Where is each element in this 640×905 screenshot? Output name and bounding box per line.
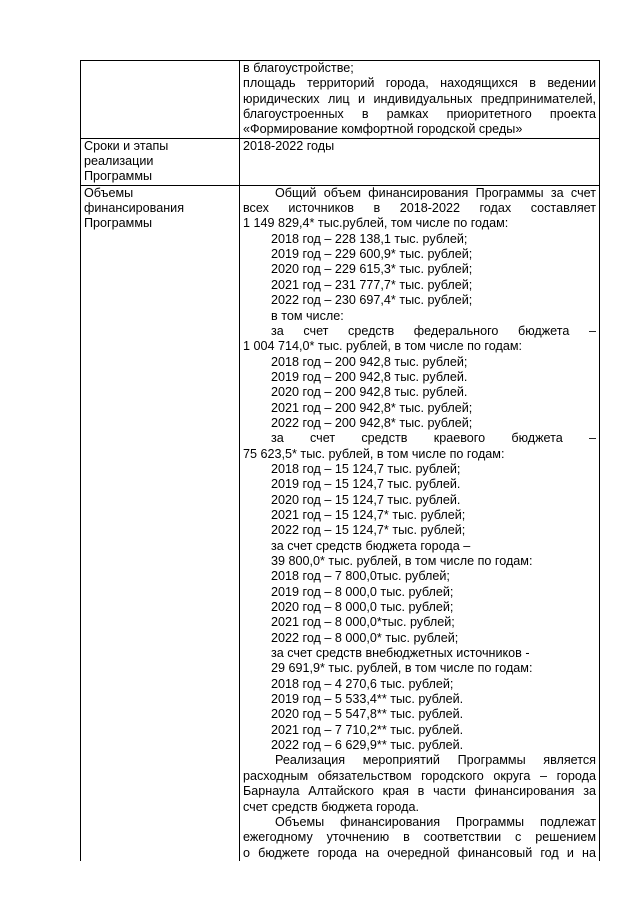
text-line: 2018 год – 7 800,0тыс. рублей; [271, 569, 450, 584]
row-value-cell [240, 138, 600, 185]
text-line: Реализация мероприятий Программы является [275, 753, 596, 768]
text-line: за счет средств краевого бюджета – [271, 431, 596, 446]
row-label-cell [81, 61, 240, 139]
label-line: Программы [84, 169, 153, 184]
text-line: ежегодному уточнению в соответствии с решением [243, 830, 596, 845]
text-line: 2018 год – 200 942,8 тыс. рублей; [271, 354, 468, 369]
term-value: 2018-2022 годы [243, 138, 335, 153]
row-label-cell [81, 185, 240, 861]
text-line: Объемы финансирования Программы подлежат [275, 814, 596, 829]
text-line: 2019 год – 8 000,0 тыс. рублей; [271, 584, 454, 599]
table-row [81, 61, 600, 139]
text-line: о бюджете города на очередной финансовый год и на [243, 845, 596, 860]
text-line: «Формирование комфортной городской среды» [243, 122, 523, 137]
text-line: 2019 год – 200 942,8 тыс. рублей. [271, 369, 468, 384]
text-line: 2022 год – 8 000,0* тыс. рублей; [271, 630, 459, 645]
text-line: в том числе: [271, 308, 344, 323]
text-line: 2022 год – 200 942,8* тыс. рублей; [271, 415, 473, 430]
text-line: 2021 год – 200 942,8* тыс. рублей; [271, 400, 473, 415]
text-line: за счет средств бюджета города – [271, 538, 471, 553]
text-line: 2021 год – 8 000,0*тыс. рублей; [271, 615, 455, 630]
row-value-cell [240, 61, 600, 139]
text-line: 2022 год – 6 629,9** тыс. рублей. [271, 738, 464, 753]
text-line: 2021 год – 15 124,7* тыс. рублей; [271, 507, 466, 522]
text-line: 2019 год – 15 124,7 тыс. рублей. [271, 477, 461, 492]
text-line: 75 623,5* тыс. рублей, в том числе по годам: [243, 446, 505, 461]
passport-table [80, 60, 600, 861]
text-line: 2020 год – 229 615,3* тыс. рублей; [271, 262, 473, 277]
text-line: Общий объем финансирования Программы за счет [275, 185, 596, 200]
text-line: за счет средств федерального бюджета – [271, 323, 596, 338]
text-line: 2018 год – 15 124,7 тыс. рублей; [271, 461, 461, 476]
text-line: 2021 год – 231 777,7* тыс. рублей; [271, 277, 473, 292]
text-line: юридических лиц и индивидуальных предпринимателей, [243, 91, 596, 106]
text-line: 2019 год – 229 600,9* тыс. рублей; [271, 247, 473, 262]
table-row [81, 185, 600, 861]
text-line: в благоустройстве; [243, 61, 354, 75]
text-line: благоустроенных в рамках приоритетного проекта [243, 107, 596, 122]
label-line: Сроки и этапы [84, 138, 169, 153]
text-line: за счет средств внебюджетных источников - [271, 646, 530, 661]
text-line: 39 800,0* тыс. рублей, в том числе по годам: [271, 554, 533, 568]
text-line: 2018 год – 228 138,1 тыс. рублей; [271, 231, 468, 246]
text-line: счет средств бюджета города. [243, 799, 419, 814]
row-value-cell [240, 185, 600, 861]
text-line: 2020 год – 5 547,8** тыс. рублей. [271, 707, 464, 722]
label-line: финансирования [84, 201, 185, 216]
row-label-cell [81, 138, 240, 185]
text-line: 1 004 714,0* тыс. рублей, в том числе по годам: [243, 339, 522, 354]
text-line: 29 691,9* тыс. рублей, в том числе по годам: [271, 661, 533, 676]
text-line: 1 149 829,4* тыс.рублей, том числе по годам: [243, 216, 509, 231]
text-line: площадь территорий города, находящихся в ведении [243, 76, 596, 91]
text-line: 2022 год – 230 697,4* тыс. рублей; [271, 293, 473, 308]
text-line: 2021 год – 7 710,2** тыс. рублей. [271, 722, 464, 737]
text-line: 2020 год – 8 000,0 тыс. рублей; [271, 600, 454, 615]
text-line: расходным обязательством городского округа – города [243, 768, 596, 783]
text-line: Барнаула Алтайского края в части финансирования за [243, 784, 596, 799]
label-line: Объемы [84, 185, 134, 200]
table-row [81, 138, 600, 185]
text-line: 2018 год – 4 270,6 тыс. рублей; [271, 676, 454, 691]
text-line: 2022 год – 15 124,7* тыс. рублей; [271, 523, 466, 538]
text-line: 2020 год – 15 124,7 тыс. рублей. [271, 492, 461, 507]
label-line: реализации [84, 154, 154, 169]
text-line: 2020 год – 200 942,8 тыс. рублей. [271, 385, 468, 400]
text-line: 2019 год – 5 533,4** тыс. рублей. [271, 692, 464, 707]
text-line: всех источников в 2018-2022 годах составляет [243, 201, 596, 216]
label-line: Программы [84, 216, 153, 231]
